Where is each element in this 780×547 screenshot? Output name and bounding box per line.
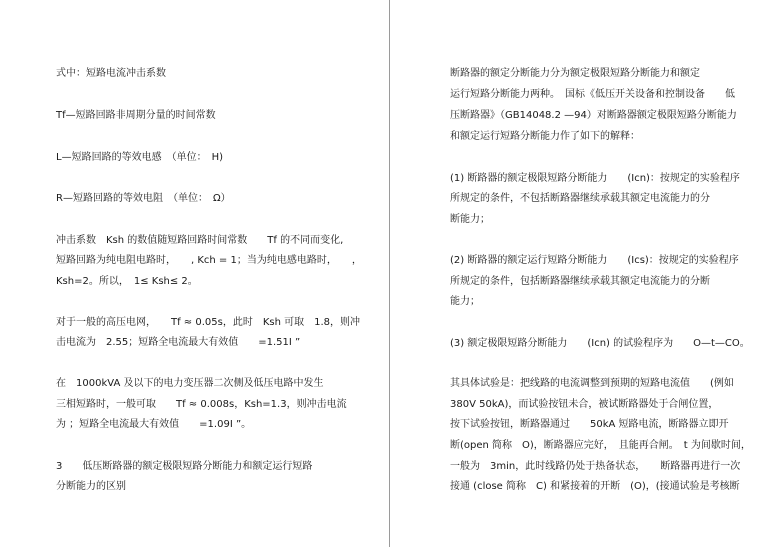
text-line: (1) 断路器的额定极限短路分断能力 (Icn)：按规定的实验程序 [450,173,740,184]
text-line: 接通 (close 简称 C) 和紧接着的开断 (O)，(接通试验是考核断 [450,481,740,492]
text-line: Ksh=2。所以， 1≤ Ksh≤ 2。 [56,276,198,287]
section-heading: 分断能力的区别 [56,481,126,492]
text-line: 在 1000kVA 及以下的电力变压器二次侧及低压电路中发生 [56,378,324,389]
text-line: (3) 额定极限短路分断能力 (Icn) 的试验程序为 O—t—CO。 [450,338,750,349]
text-line: 和额定运行短路分断能力作了如下的解释： [450,131,640,142]
text-line: Tf—短路回路非周期分量的时间常数 [56,110,216,121]
left-page [0,0,389,547]
text-line: 三相短路时，一般可取 Tf ≈ 0.008s，Ksh=1.3，则冲击电流 [56,399,347,410]
text-line: 短路回路为纯电阻电路时， , Kch = 1；当为纯电感电路时， ， [56,255,362,266]
section-heading: 3 低压断路器的额定极限短路分断能力和额定运行短路 [56,461,313,472]
text-line: 压断路器》（GB14048.2 —94）对断路器额定极限短路分断能力 [450,110,737,121]
text-line: 能力； [450,296,480,307]
text-line: 运行短路分断能力两种。 国标《低压开关设备和控制设备 低 [450,89,735,100]
text-line: 一般为 3min，此时线路仍处于热备状态， 断路器再进行一次 [450,461,741,472]
text-line: 为 ；短路全电流最大有效值 =1.09I ”。 [56,419,252,430]
text-line: 按下试验按钮，断路器通过 50kA 短路电流，断路器立即开 [450,419,729,430]
text-line: 380V 50kA)，而试验按钮未合，被试断路器处于合闸位置， [450,399,719,410]
text-line: 其具体试验是：把线路的电流调整到预期的短路电流值 (例如 [450,378,734,389]
text-line: 断能力； [450,214,490,225]
text-line: 所规定的条件，包括断路器继续承载其额定电流能力的分断 [450,276,710,287]
text-line: 对于一般的高压电网， Tf ≈ 0.05s，此时 Ksh 可取 1.8，则冲 [56,317,361,328]
right-page [390,0,780,547]
text-line: R—短路回路的等效电阻 （单位： Ω） [56,193,231,204]
text-line: 冲击系数 Ksh 的数值随短路回路时间常数 Tf 的不同而变化, [56,235,344,246]
text-line: 式中：短路电流冲击系数 [56,68,166,79]
text-line: L—短路回路的等效电感 （单位： H) [56,152,223,163]
text-line: 击电流为 2.55；短路全电流最大有效值 =1.51I ” [56,337,301,348]
text-line: 所规定的条件，不包括断路器继续承载其额定电流能力的分 [450,193,710,204]
text-line: 断路器的额定分断能力分为额定极限短路分断能力和额定 [450,68,700,79]
text-line: 断(open 简称 O)，断路器应完好， 且能再合闸。 t 为间歇时间， [450,440,751,451]
text-line: (2) 断路器的额定运行短路分断能力 (Ics)：按规定的实验程序 [450,255,739,266]
